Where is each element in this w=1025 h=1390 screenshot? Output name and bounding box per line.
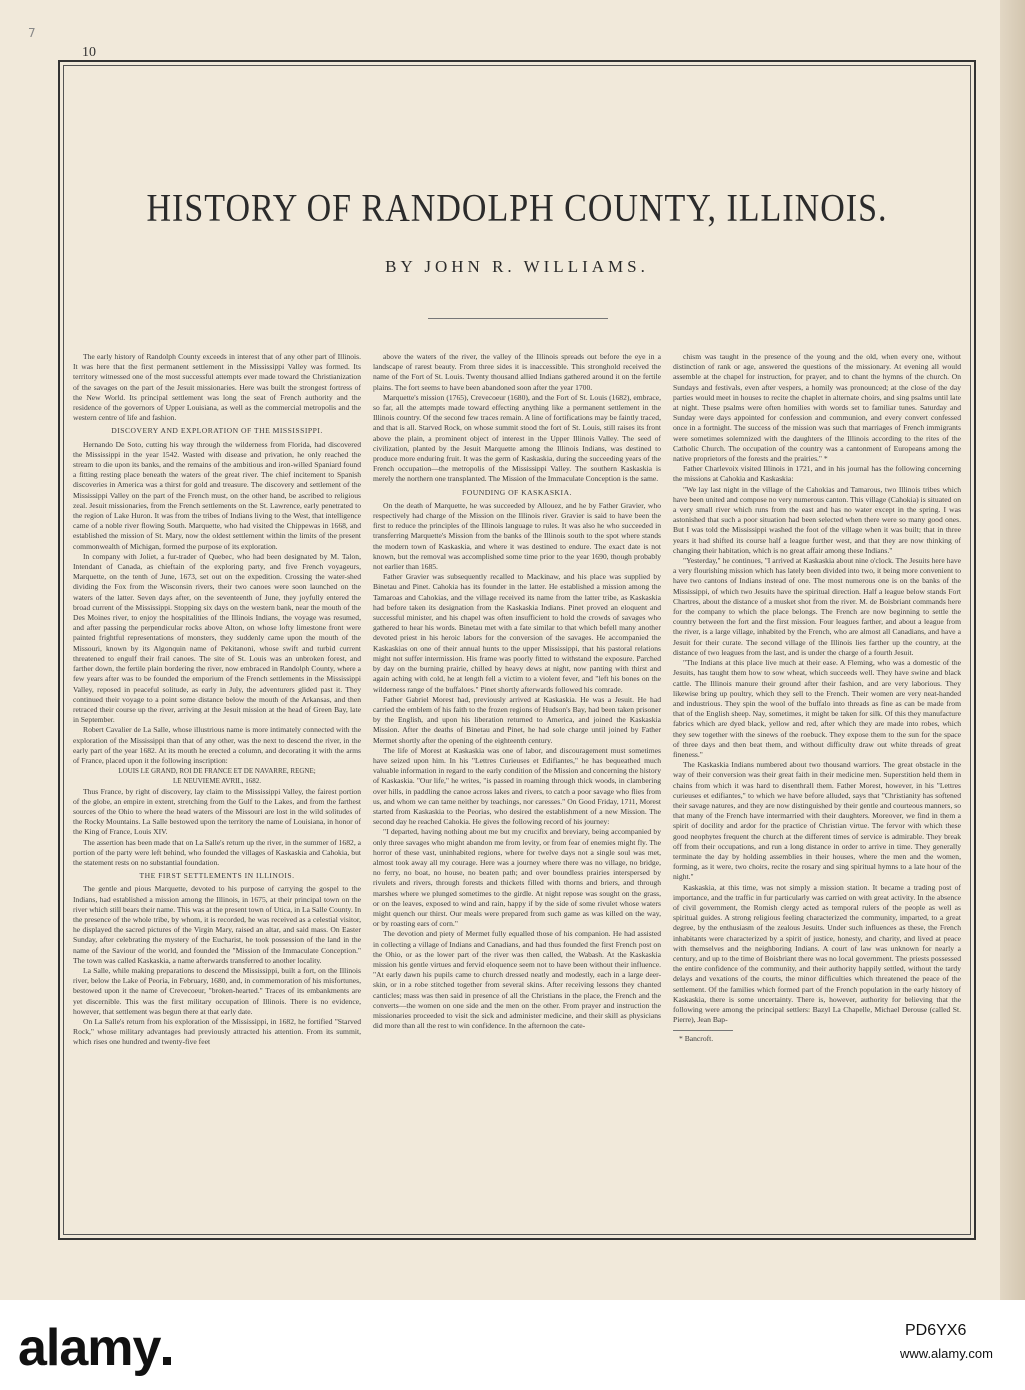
paragraph: The gentle and pious Marquette, devoted to his purpose of carrying the gospel to the Indians, had established a mission among the Illinois, in 1675, at their principal town on the river which still bears their name. This was at the present town of Utica, in La Salle County. In the presence of the whole tribe, by whom, it is recorded, he was received as a celestial visitor, he displayed the sacred pictures of the Virgin Mary, raised an altar, and said mass. On Easter Sunday, after celebrating the mystery of the Eucharist, he took possession of the land in the name of the Saviour of the world, and founded the "Mission of the Immaculate Conception." The town was called Kaskaskia, a name afterwards transferred to another locality.	[73, 884, 361, 965]
title-divider	[428, 318, 608, 319]
paragraph: Father Charlevoix visited Illinois in 1721, and in his journal has the following concerning the missions at Cahokia and Kaskaskia:	[673, 464, 961, 484]
watermark-url: www.alamy.com	[900, 1346, 993, 1361]
inscription-line: LOUIS LE GRAND, ROI DE FRANCE ET DE NAVARRE, REGNE;	[118, 767, 316, 776]
paragraph: Marquette's mission (1765), Crevecoeur (1680), and the Fort of St. Louis (1682), embrace, so far, all the attempts made toward effecting anything like a permanent settlement in the Illinois country. Of the second few traces remain. A line of fortifications may be faintly traced, and that is all. Starved Rock, on whose summit stood the fort of St. Louis, still raises its front above the plain, a prominent object of interest in the Upper Illinois Valley. The seed of civilization, planted by the Jesuit Marquette among the Illinois Indians, was destined to produce more enduring fruit. It was the germ of Kaskaskia, during the succeeding years of the French occupation—the metropolis of the Mississippi Valley. The southern Kaskaskia is merely the northern one transplanted. The Mission of the Immaculate Conception is the same.	[373, 392, 661, 484]
paragraph: Thus France, by right of discovery, lay claim to the Mississippi Valley, the fairest portion of the globe, an empire in extent, stretching from the Gulf to the Lakes, and from the farthest sources of the Ohio to where the head waters of the Missouri are lost in the wild solitudes of the Rocky Mountains. La Salle bestowed upon the territory the name of Louisiana, in honor of the King of France, Louis XIV.	[73, 786, 361, 837]
watermark-image-id: PD6YX6	[905, 1322, 967, 1339]
paragraph: In company with Joliet, a fur-trader of Quebec, who had been designated by M. Talon, Intendant of Canada, as chieftain of the exploring party, and five French voyageurs, Marquette, on the tenth of June, 1673, set out on the expedition. Crossing the water-shed dividing the Fox from the Wisconsin rivers, their two canoes were soon launched on the waters of the latter. Seven days after, on the seventeenth of June, they joyfully entered the broad current of the Mississippi. Stopping six days on the western bank, near the mouth of the Des Moines river, to enjoy the hospitalities of the Illinois Indians, the voyage was resumed, and after passing the perpendicular rocks above Alton, on whose lofty limestone front were painted frightful representations of monsters, they suddenly came upon the mouth of the Missouri, known by its Algonquin name of Pekitanoni, whose swift and turbid current threatened to engulf their frail canoes. The site of St. Louis was an unbroken forest, and farther down, the fertile plain bordering the river, now embraced in Randolph County, where a few years after was to be founded the emporium of the French settlements in the Mississippi Valley, reposed in peaceful solitude, as early in July, the adventurers glided past it. They continued their voyage to a point some distance below the mouth of the Arkansas, and then retraced their course up the river, arriving at the Jesuit mission at the head of Green Bay, late in September.	[73, 551, 361, 725]
page-title: HISTORY OF RANDOLPH COUNTY, ILLINOIS.	[146, 187, 888, 230]
paragraph: Father Gravier was subsequently recalled to Mackinaw, and his place was supplied by Binetau and Pinet. Cahokia has its founder in the latter. He established a mission among the Tamaroas and Cahokias, and the village received its name from the latter tribe, as Kaskaskia had before taken its designation from the Kaskaskia Indians. Pinet proved an eloquent and successful minister, and his chapel was often insufficient to hold the crowds of savages who gathered to hear his words. Binetau met with a fate similar to that which befell many another devoted priest in his heroic labors for the conversion of the savages. He accompanied the Kaskaskias on one of their annual hunts to the upper Mississippi, that his pastoral relations might not suffer intermission. His frame was poorly fitted to withstand the exposure. Parched by day on the burning prairie, chilled by heavy dews at night, now panting with thirst and again aching with cold, he at length fell a victim to a violent fever, and "left his bones on the wilderness range of the buffaloes." Pinet shortly afterwards followed his comrade.	[373, 572, 661, 694]
paragraph: The assertion has been made that on La Salle's return up the river, in the summer of 1682, a portion of the party were left behind, who founded the villages of Kaskaskia and Cahokia, but the statement rests on no substantial foundation.	[73, 837, 361, 867]
section-heading: FOUNDING OF KASKASKIA.	[462, 487, 572, 497]
paragraph: The Kaskaskia Indians numbered about two thousand warriors. The great obstacle in the way of their conversion was their great faith in their medicine men. Superstition held them in chains from which it was hard to disenthrall them. Father Morest, however, in his "Lettres curieuses et edifiantes," to which we have before alluded, says that "Christianity has softened their savage natures, and they are now distinguished by their gentle and courteous manners, so that many of the French have intermarried with their daughters. Moreover, we find in them a spirit of docility and ardor for the practice of Christian virtue. The fervor with which these good neophytes frequent the church at the different times of service is admirable. They break off from their occupations, and run a long distance in order to arrive in time. They generally terminate the day by holding assemblies in their houses, where the men and the women, forming, as it were, two choirs, recite the rosary and sing spiritual hymns to a late hour of the night."	[673, 760, 961, 882]
paragraph: above the waters of the river, the valley of the Illinois spreads out before the eye in a landscape of rarest beauty. From three sides it is inaccessible. This stronghold received the name of the Fort of St. Louis. Twenty thousand allied Indians gathered around it on the fertile plains. The fort seems to have been abandoned soon after the year 1700.	[373, 352, 661, 392]
paragraph: "We lay last night in the village of the Cahokias and Tamarous, two Illinois tribes which have been united and compose no very numerous canton. This village (Cahokia) is situated on a very small river which runs from the east and has no water except in the spring. I was astonished that such a poor situation had been selected when there were so many good ones. But I was told the Mississippi washed the foot of the village when it was built; that in three years it had shifted its course half a league further west, and that they are now thinking of changing their habitation, which is no great affair among these Indians."	[673, 484, 961, 555]
footnote: * Bancroft.	[679, 1034, 714, 1044]
watermark-logo	[18, 1318, 171, 1378]
footnote-divider	[673, 1030, 733, 1031]
text-column-2	[373, 352, 661, 1210]
paragraph: The life of Morest at Kaskaskia was one of labor, and discouragement must sometimes have seized upon him. In his "Lettres Curieuses et Edifiantes," he has bequeathed much valuable information in regard to the early condition of the Mission and concerning the history of Kaskaskia. "Our life," he writes, "is passed in roaming through thick woods, in clambering over hills, in paddling the canoe across lakes and rivers, to catch a poor savage who flies from us, and whom we can tame neither by teachings, nor caresses." On Good Friday, 1711, Morest started from Kaskaskia to the Peorias, who desired the establishment of a new Mission. The second day he reached Cahokia. He gives the following record of his journey:	[373, 745, 661, 827]
paragraph: "I departed, having nothing about me but my crucifix and breviary, being accompanied by only three savages who might abandon me from levity, or from fear of enemies might fly. The horror of these vast, uninhabited regions, where for twelve days not a single soul was met, almost took away all my courage. Here was a journey where there was no village, no bridge, no ferry, no boat, no house, no beaten path; and over boundless prairies interspersed by rivulets and rivers, through forests and thickets filled with thorns and briers, and through marshes where we plunged sometimes to the girdle. At night repose was sought on the grass, or on the leaves, exposed to wind and rain, happy if by the side of some rivulet whose waters might quench our thirst. Our meals were prepared from such game as was killed on the way, or by roasting ears of corn."	[373, 827, 661, 929]
page-fold	[1000, 0, 1025, 1300]
paragraph: chism was taught in the presence of the young and the old, when every one, without distinction of rank or age, answered the questions of the missionary. At evening all would assemble at the chapel for instruction, for prayer, and to chant the hymns of the church. On Sundays and festivals, even after vespers, a homily was pronounced; at the close of the day parties would meet in houses to recite the chaplet in alternate choirs, and sing psalms until late at night. These psalms were often homilies with words set to familiar tunes. Saturday and Sunday were days appointed for confession and communion, and every convert confessed once in a fortnight. The success of the mission was such that marriages of French immigrants were sometimes solemnized with the daughters of the Illinois according to the rites of the Catholic Church. The occupation of the country was a cantonment of Europeans among the native proprietors of the forests and the prairies." *	[673, 352, 961, 464]
paragraph: Father Gabriel Morest had, previously arrived at Kaskaskia. He was a Jesuit. He had carried the emblem of his faith to the frozen regions of Hudson's Bay, had been taken prisoner by the English, and upon his liberation returned to America, and joined the Kaskaskia Mission. After the deaths of Binetau and Pinet, he had sole charge until joined by Father Mermet shortly after the opening of the eighteenth century.	[373, 694, 661, 745]
corner-mark: 7	[28, 26, 36, 40]
paragraph: La Salle, while making preparations to descend the Mississippi, built a fort, on the Illinois river, below the Lake of Peoria, in February, 1680, and, in commemoration of his misfortunes, bestowed upon it the name of Crevecoeur, "broken-hearted." Traces of its embankments are yet discernible. This was the first military occupation of Illinois. There is no evidence, however, that settlement was begun there at that early date.	[73, 965, 361, 1016]
inscription-line: LE NEUVIEME AVRIL, 1682.	[173, 777, 261, 786]
section-heading: THE FIRST SETTLEMENTS IN ILLINOIS.	[139, 871, 295, 881]
paragraph: "The Indians at this place live much at their ease. A Fleming, who was a domestic of the Jesuits, has taught them how to sow wheat, which succeeds well. They have swine and black cattle. The Illinois manure their ground after their fashion, and are very laborious. They likewise bring up poultry, which they sell to the French. Their women are very neat-handed and industrious. They spin the wool of the buffalo into threads as fine as can be made from that of the English sheep. Nay, sometimes, it might be taken for silk. Of this they manufacture fabrics which are dyed black, yellow and red, after which they are made into robes, which they sew together with the sinews of the roebuck. They expose them to the sun for the space of three days and then beat them, and without difficulty draw out white threads of great fineness."	[673, 658, 961, 759]
paragraph: The devotion and piety of Mermet fully equalled those of his companion. He had assisted in collecting a village of Indians and Canadians, and had thus founded the first French post on the Ohio, or as the lower part of the river was then called, the Wabash. At the Kaskaskia mission his gentle virtues and fervid eloquence seem not to have been without their influence. "At early dawn his pupils came to church dressed neatly and modestly, each in a large deer-skin, or in a robe stitched together from several skins. After receiving lessons they chanted canticles; mass was then said in presence of all the Christians in the place, the French and the converts—the women on one side and the men on the other. From prayer and instruction the missionaries proceeded to visit the sick and administer medicine, and their skill as physicians did more than all the rest to win confidence. In the afternoon the cate-	[373, 929, 661, 1031]
paragraph: Hernando De Soto, cutting his way through the wilderness from Florida, had discovered the Mississippi in the year 1542. Wasted with disease and privation, he only reached the stream to die upon its banks, and the remains of the ambitious and iron-willed Spaniard found a fitting resting place beneath the waters of the great river. The chief incitement to Spanish discoveries in America was a thirst for gold and treasure. The discovery and settlement of the Mississippi Valley on the part of the French must, on the other hand, be ascribed to religious zeal. Jesuit missionaries, from the French settlements on the St. Lawrence, early penetrated to the region of Lake Huron. It was from the tribes of Indians living to the West, that intelligence came of a noble river flowing South. Marquette, who had visited the Chippewas in 1668, and established the mission of St. Mary, now the oldest settlement within the limits of the present commonwealth of Michigan, formed the purpose of its exploration.	[73, 439, 361, 551]
paragraph: On the death of Marquette, he was succeeded by Allouez, and he by Father Gravier, who respectively had charge of the Mission on the Illinois river. Gravier is said to have been the first to reduce the principles of the Illinois language to rules. It was also he who succeeded in transferring Marquette's Mission from the banks of the Illinois south to the spot where stands the modern town of Kaskaskia, and where it was destined to endure. The exact date is not known, but the removal was accomplished some time prior to the year 1690, though probably not earlier than 1685.	[373, 500, 661, 572]
watermark-logo-text: alamy	[18, 1319, 161, 1377]
page-number: 10	[82, 45, 96, 60]
paragraph: The early history of Randolph County exceeds in interest that of any other part of Illinois. It was here that the first permanent settlement in the Mississippi Valley was formed. Its territory witnessed one of the most successful attempts ever made toward the Christianization of the savages on the part of the Jesuit missionaries. Here was built the strongest fortress of the New World. Its principal settlement was long the seat of French authority and the residence of the governors of Upper Louisiana, as well as the commercial metropolis and the western centre of life and fashion.	[73, 352, 361, 423]
text-column-3	[673, 352, 961, 1210]
author-line: BY JOHN R. WILLIAMS.	[385, 257, 649, 276]
paragraph: Robert Cavalier de La Salle, whose illustrious name is more intimately connected with the exploration of the Mississippi than that of any other, was the next to descend the river, in the early part of the year 1682. At its mouth he erected a column, and decorating it with the arms of France, placed upon it the following inscription:	[73, 725, 361, 765]
paragraph: On La Salle's return from his exploration of the Mississippi, in 1682, he fortified "Starved Rock," whose military advantages had previously attracted his attention. From its summit, which rises one hundred and twenty-five feet	[73, 1017, 361, 1047]
section-heading: DISCOVERY AND EXPLORATION OF THE MISSISSIPPI.	[111, 426, 323, 436]
watermark-logo-dot	[163, 1357, 171, 1365]
paragraph: Kaskaskia, at this time, was not simply a mission station. It became a trading post of importance, and the traffic in fur particularly was carried on with great activity. In the absence of civil government, the Romish clergy acted as temporal rulers of the people as well as spiritual guides. A strong religious feeling characterized the community, imparted, to a great degree, by the enthusiasm of the zealous Jesuits. Under such influences as these, the French inhabitants were characterized by a spirit of justice, honesty, and charity, and lived at peace with themselves and the neighboring Indians. A court of law was unknown for nearly a century, and up to the time of Boisbriant there was no local government. The priests possessed the entire confidence of the community, and their authority happily settled, without the tardy delays and vexations of the courts, the minor difficulties which threatened the peace of the settlement. Of the families which formed part of the French population in the early history of Kaskaskia, there is some uncertainty. There is, however, authority for believing that the following were among the principal settlers: Bazyl La Chapelle, Michael Derouse (called St. Pierre), Jean Bap-	[673, 882, 961, 1025]
text-column-1	[73, 352, 361, 1210]
paragraph: "Yesterday," he continues, "I arrived at Kaskaskia about nine o'clock. The Jesuits here have a very flourishing mission which has lately been divided into two, it being more convenient to have two cantons of Indians instead of one. The most numerous one is on the banks of the Mississippi, of which two Jesuits have the spiritual direction. Half a league below stands Fort Chartres, about the distance of a musket shot from the river. M. de Boisbriant commands here for the company to which the place belongs. The French are now beginning to settle the country between the fort and the first mission. Four leagues farther, and about a league from the river, is a large village, inhabited by the French, who are almost all Canadians, and have a Jesuit for their curate. The second village of the Illinois lies farther up the country, at the distance of two leagues from the last, and is under the charge of a fourth Jesuit.	[673, 556, 961, 657]
